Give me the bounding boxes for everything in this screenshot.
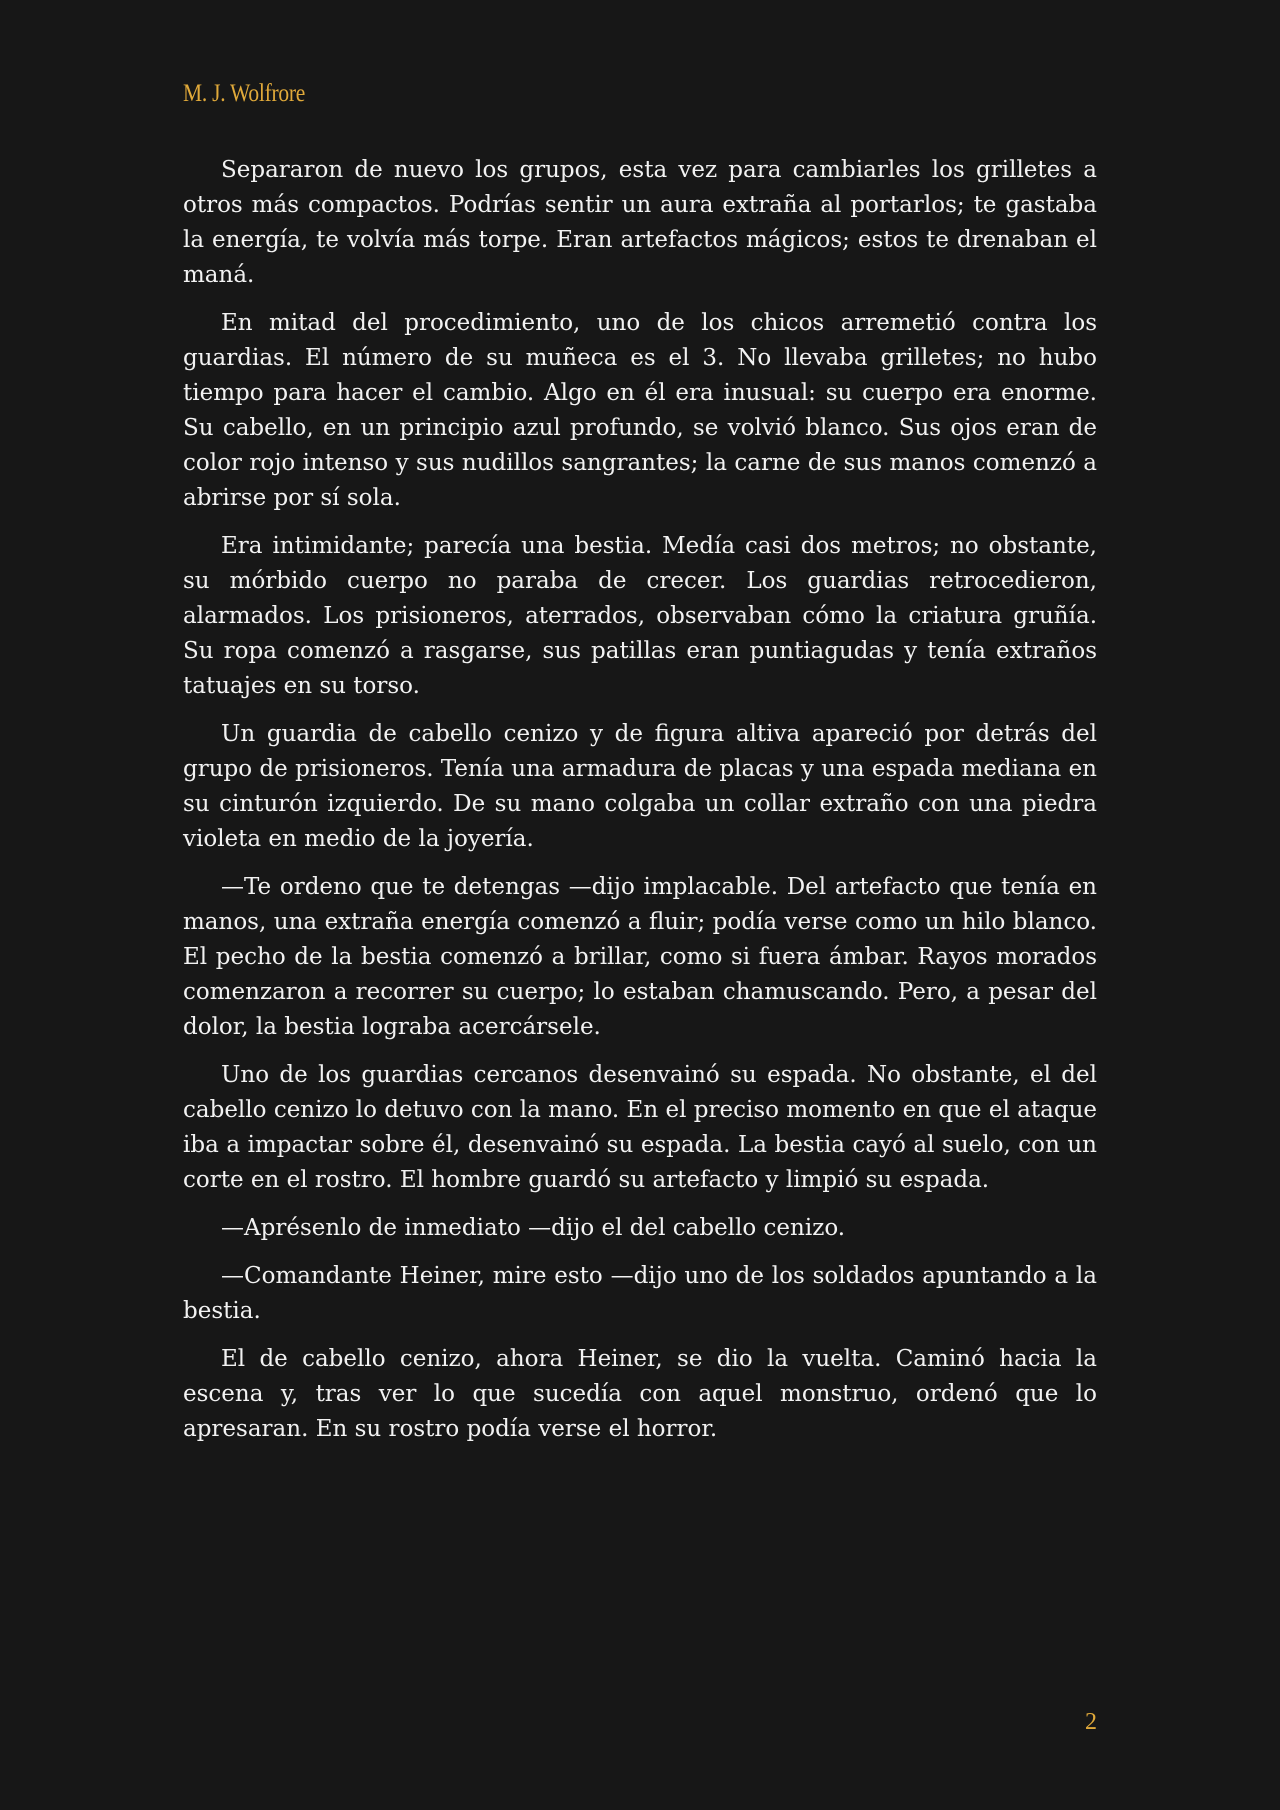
- paragraph: En mitad del procedimiento, uno de los chicos arremetió contra los guardias. El número de su muñeca es el 3. No llevaba grilletes; no hubo tiempo para hacer el cambio. Algo en él era inusual: su cuerpo era enorme. Su cabello, en un principio azul profundo, se volvió blanco. Sus ojos eran de color rojo intenso y sus nudillos sangrantes; la carne de sus manos comenzó a abrirse por sí sola.: [183, 310, 1097, 511]
- paragraph: Era intimidante; parecía una bestia. Medía casi dos metros; no obstante, su mórbido cuerpo no paraba de crecer. Los guardias retrocedieron, alarmados. Los prisioneros, aterrados, observaban cómo la criatura gruñía. Su ropa comenzó a rasgarse, sus patillas eran puntiagudas y tenía extraños tatuajes en su torso.: [183, 533, 1097, 699]
- running-header-author: M. J. Wolfrore: [183, 80, 306, 107]
- paragraph: Separaron de nuevo los grupos, esta vez para cambiarles los grilletes a otros más compactos. Podrías sentir un aura extraña al portarlos; te gastaba la energía, te volvía más torpe. Eran artefactos mágicos; estos te drenaban el maná.: [183, 157, 1097, 288]
- paragraph: —Comandante Heiner, mire esto —dijo uno de los soldados apuntando a la bestia.: [183, 1263, 1097, 1324]
- page-number: 2: [1085, 1709, 1097, 1735]
- paragraph: Uno de los guardias cercanos desenvainó su espada. No obstante, el del cabello cenizo lo detuvo con la mano. En el preciso momento en que el ataque iba a impactar sobre él, desenvainó su espada. La bestia cayó al suelo, con un corte en el rostro. El hombre guardó su artefacto y limpió su espada.: [183, 1062, 1097, 1193]
- paragraph: —Aprésenlo de inmediato —dijo el del cabello cenizo.: [221, 1215, 846, 1241]
- paragraph: —Te ordeno que te detengas —dijo implacable. Del artefacto que tenía en manos, una extraña energía comenzó a fluir; podía verse como un hilo blanco. El pecho de la bestia comenzó a brillar, como si fuera ámbar. Rayos morados comenzaron a recorrer su cuerpo; lo estaban chamuscando. Pero, a pesar del dolor, la bestia lograba acercársele.: [183, 874, 1097, 1040]
- body-text: [183, 153, 1097, 1460]
- paragraph: Un guardia de cabello cenizo y de figura altiva apareció por detrás del grupo de prisioneros. Tenía una armadura de placas y una espada mediana en su cinturón izquierdo. De su mano colgaba un collar extraño con una piedra violeta en medio de la joyería.: [183, 721, 1097, 852]
- paragraph: El de cabello cenizo, ahora Heiner, se dio la vuelta. Caminó hacia la escena y, tras ver lo que sucedía con aquel monstruo, ordenó que lo apresaran. En su rostro podía verse el horror.: [183, 1346, 1097, 1442]
